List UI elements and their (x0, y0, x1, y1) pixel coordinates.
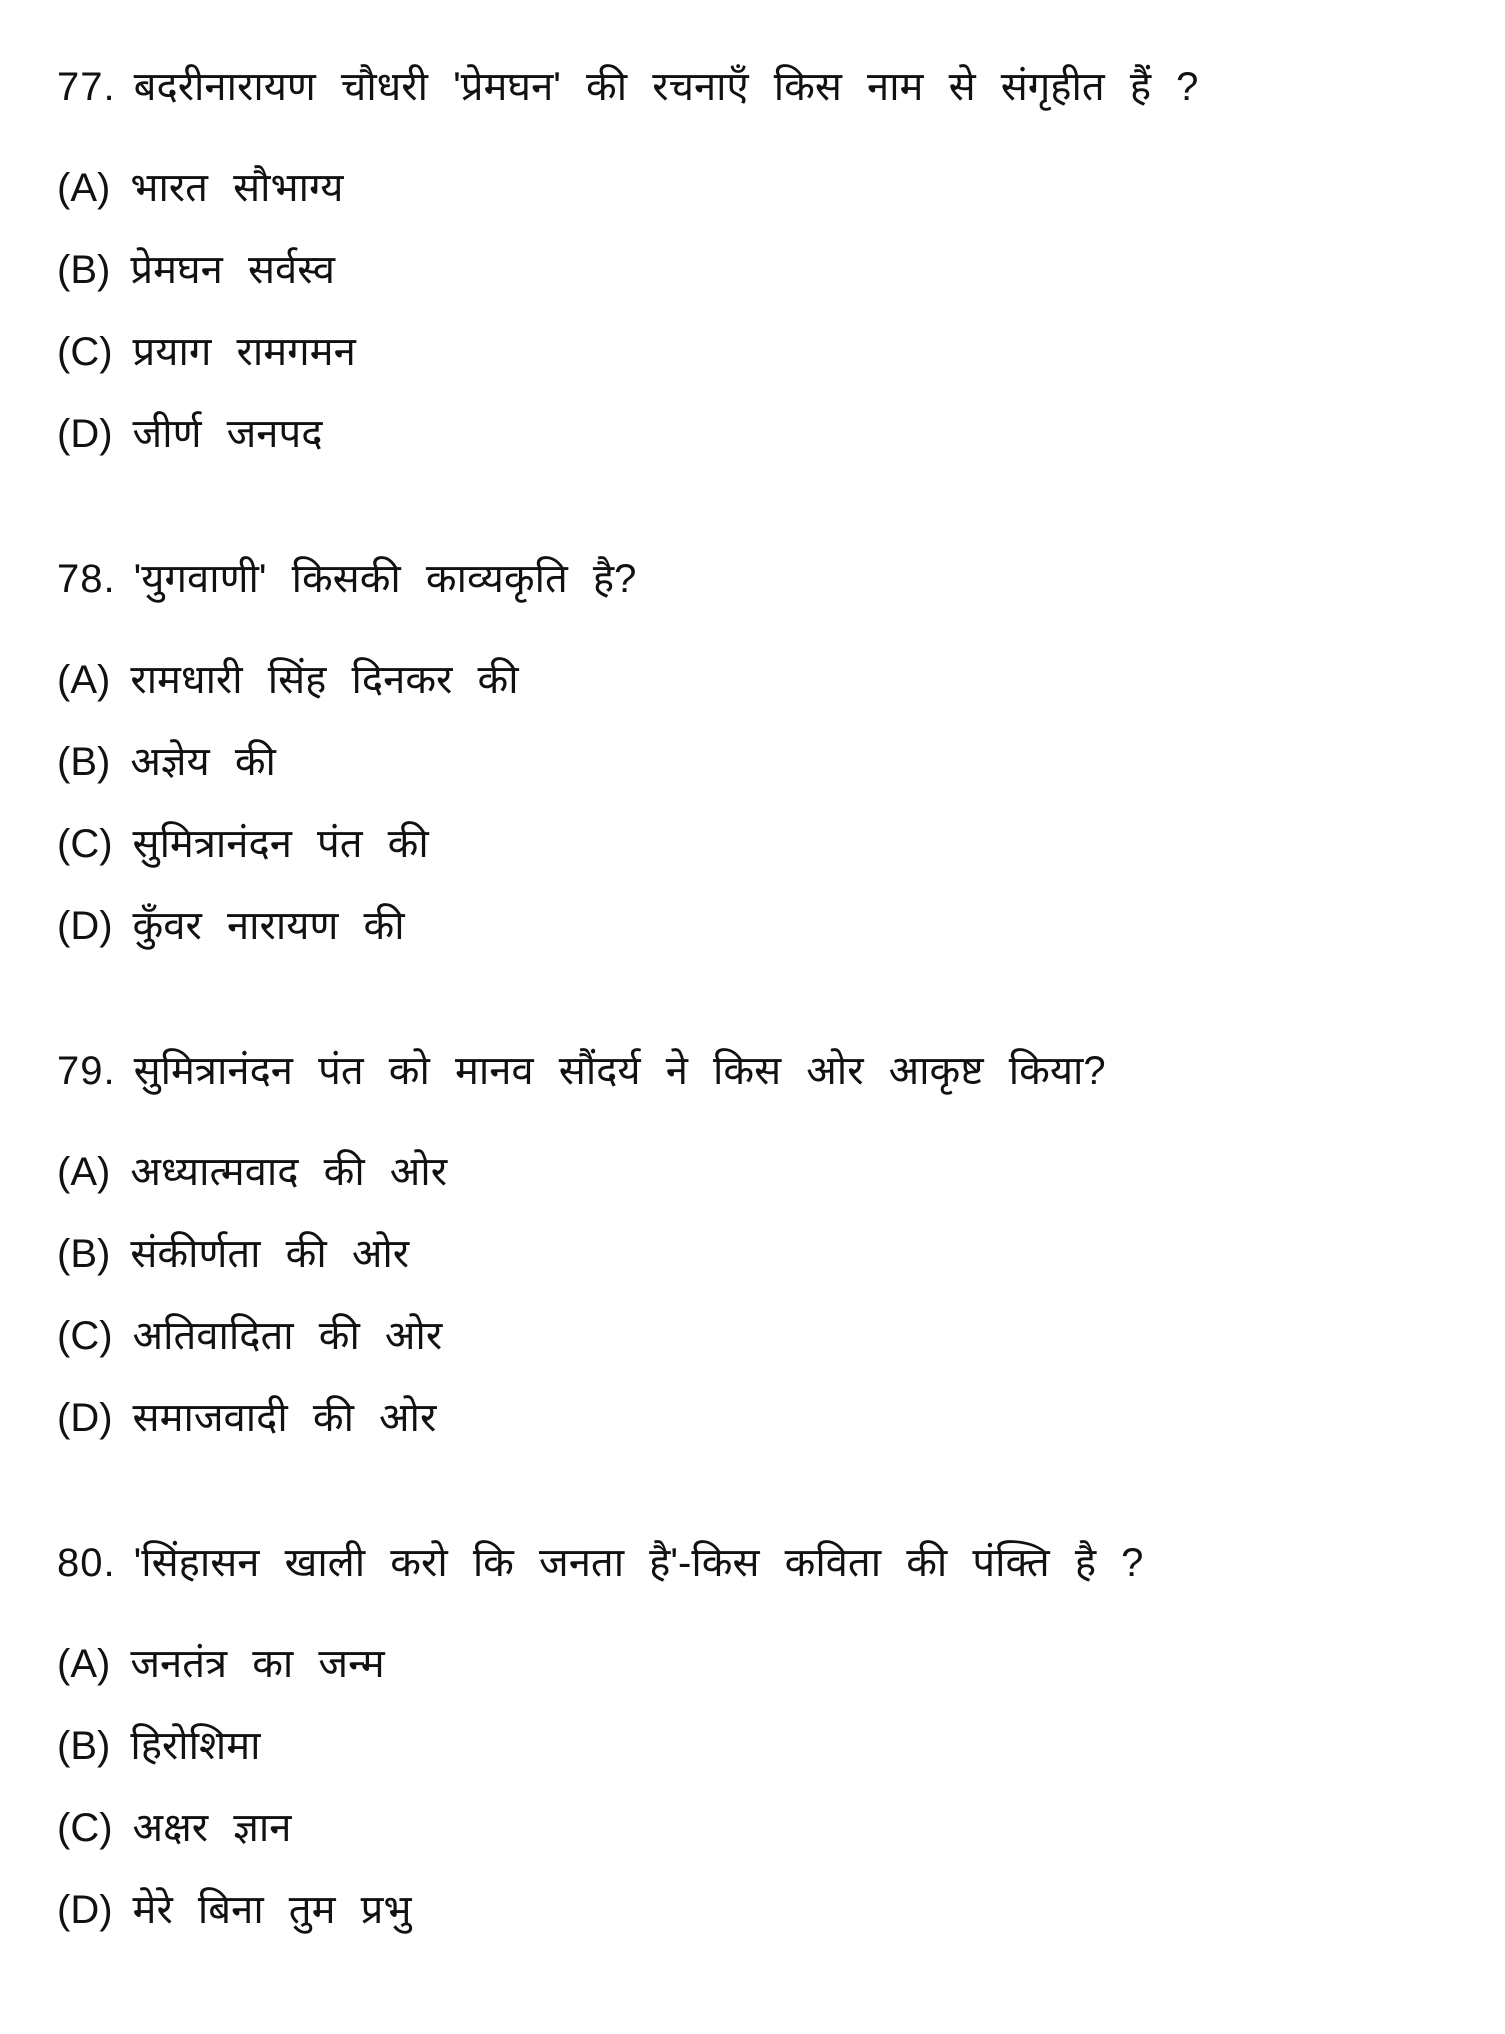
option-a[interactable] (57, 1623, 1505, 1705)
option-b[interactable] (57, 721, 1505, 803)
option-label: (A) (57, 658, 111, 702)
question-77 (57, 57, 1505, 475)
option-c[interactable] (57, 1787, 1505, 1869)
option-d[interactable] (57, 1377, 1505, 1459)
question-stem (57, 549, 1505, 639)
question-79 (57, 1041, 1505, 1459)
question-stem (57, 1041, 1505, 1131)
option-c[interactable] (57, 1295, 1505, 1377)
option-a[interactable] (57, 147, 1505, 229)
option-label: (C) (57, 822, 113, 866)
option-d[interactable] (57, 885, 1505, 967)
option-d[interactable] (57, 393, 1505, 475)
option-c[interactable] (57, 311, 1505, 393)
question-number: 78. (57, 557, 116, 601)
option-label: (A) (57, 1642, 111, 1686)
question-number: 79. (57, 1049, 116, 1093)
question-page (57, 57, 1505, 2025)
option-text: हिरोशिमा (130, 1724, 261, 1768)
option-text: अज्ञेय की (130, 740, 276, 784)
option-label: (D) (57, 1888, 113, 1932)
question-text: सुमित्रानंदन पंत को मानव सौंदर्य ने किस ओर आकृष्ट किया? (133, 1049, 1106, 1093)
option-text: समाजवादी की ओर (132, 1396, 437, 1440)
question-text: 'सिंहासन खाली करो कि जनता है'-किस कविता की पंक्ति है ? (133, 1541, 1144, 1585)
option-text: प्रेमघन सर्वस्व (130, 248, 336, 292)
option-label: (C) (57, 1314, 113, 1358)
option-label: (D) (57, 412, 113, 456)
question-stem (57, 57, 1505, 147)
option-label: (C) (57, 330, 113, 374)
option-c[interactable] (57, 803, 1505, 885)
option-text: जीर्ण जनपद (132, 412, 323, 456)
option-text: कुँवर नारायण की (132, 904, 405, 948)
option-label: (C) (57, 1806, 113, 1850)
option-b[interactable] (57, 1213, 1505, 1295)
option-d[interactable] (57, 1869, 1505, 1951)
option-text: रामधारी सिंह दिनकर की (130, 658, 519, 702)
option-label: (B) (57, 740, 111, 784)
option-text: अध्यात्मवाद की ओर (130, 1150, 448, 1194)
option-b[interactable] (57, 229, 1505, 311)
option-text: जनतंत्र का जन्म (130, 1642, 385, 1686)
option-text: सुमित्रानंदन पंत की (132, 822, 429, 866)
option-b[interactable] (57, 1705, 1505, 1787)
option-text: संकीर्णता की ओर (130, 1232, 410, 1276)
question-78 (57, 549, 1505, 967)
option-label: (D) (57, 1396, 113, 1440)
question-text: 'युगवाणी' किसकी काव्यकृति है? (133, 557, 637, 601)
option-text: भारत सौभाग्य (130, 166, 344, 210)
option-label: (D) (57, 904, 113, 948)
option-label: (A) (57, 1150, 111, 1194)
question-number: 77. (57, 65, 116, 109)
option-text: अतिवादिता की ओर (132, 1314, 443, 1358)
question-stem (57, 1533, 1505, 1623)
question-text: बदरीनारायण चौधरी 'प्रेमघन' की रचनाएँ किस नाम से संगृहीत हैं ? (133, 65, 1199, 109)
question-number: 80. (57, 1541, 116, 1585)
option-label: (B) (57, 1724, 111, 1768)
option-text: मेरे बिना तुम प्रभु (132, 1888, 412, 1932)
option-a[interactable] (57, 1131, 1505, 1213)
question-80 (57, 1533, 1505, 1951)
option-a[interactable] (57, 639, 1505, 721)
option-label: (A) (57, 166, 111, 210)
option-label: (B) (57, 248, 111, 292)
option-label: (B) (57, 1232, 111, 1276)
option-text: प्रयाग रामगमन (132, 330, 356, 374)
option-text: अक्षर ज्ञान (132, 1806, 292, 1850)
